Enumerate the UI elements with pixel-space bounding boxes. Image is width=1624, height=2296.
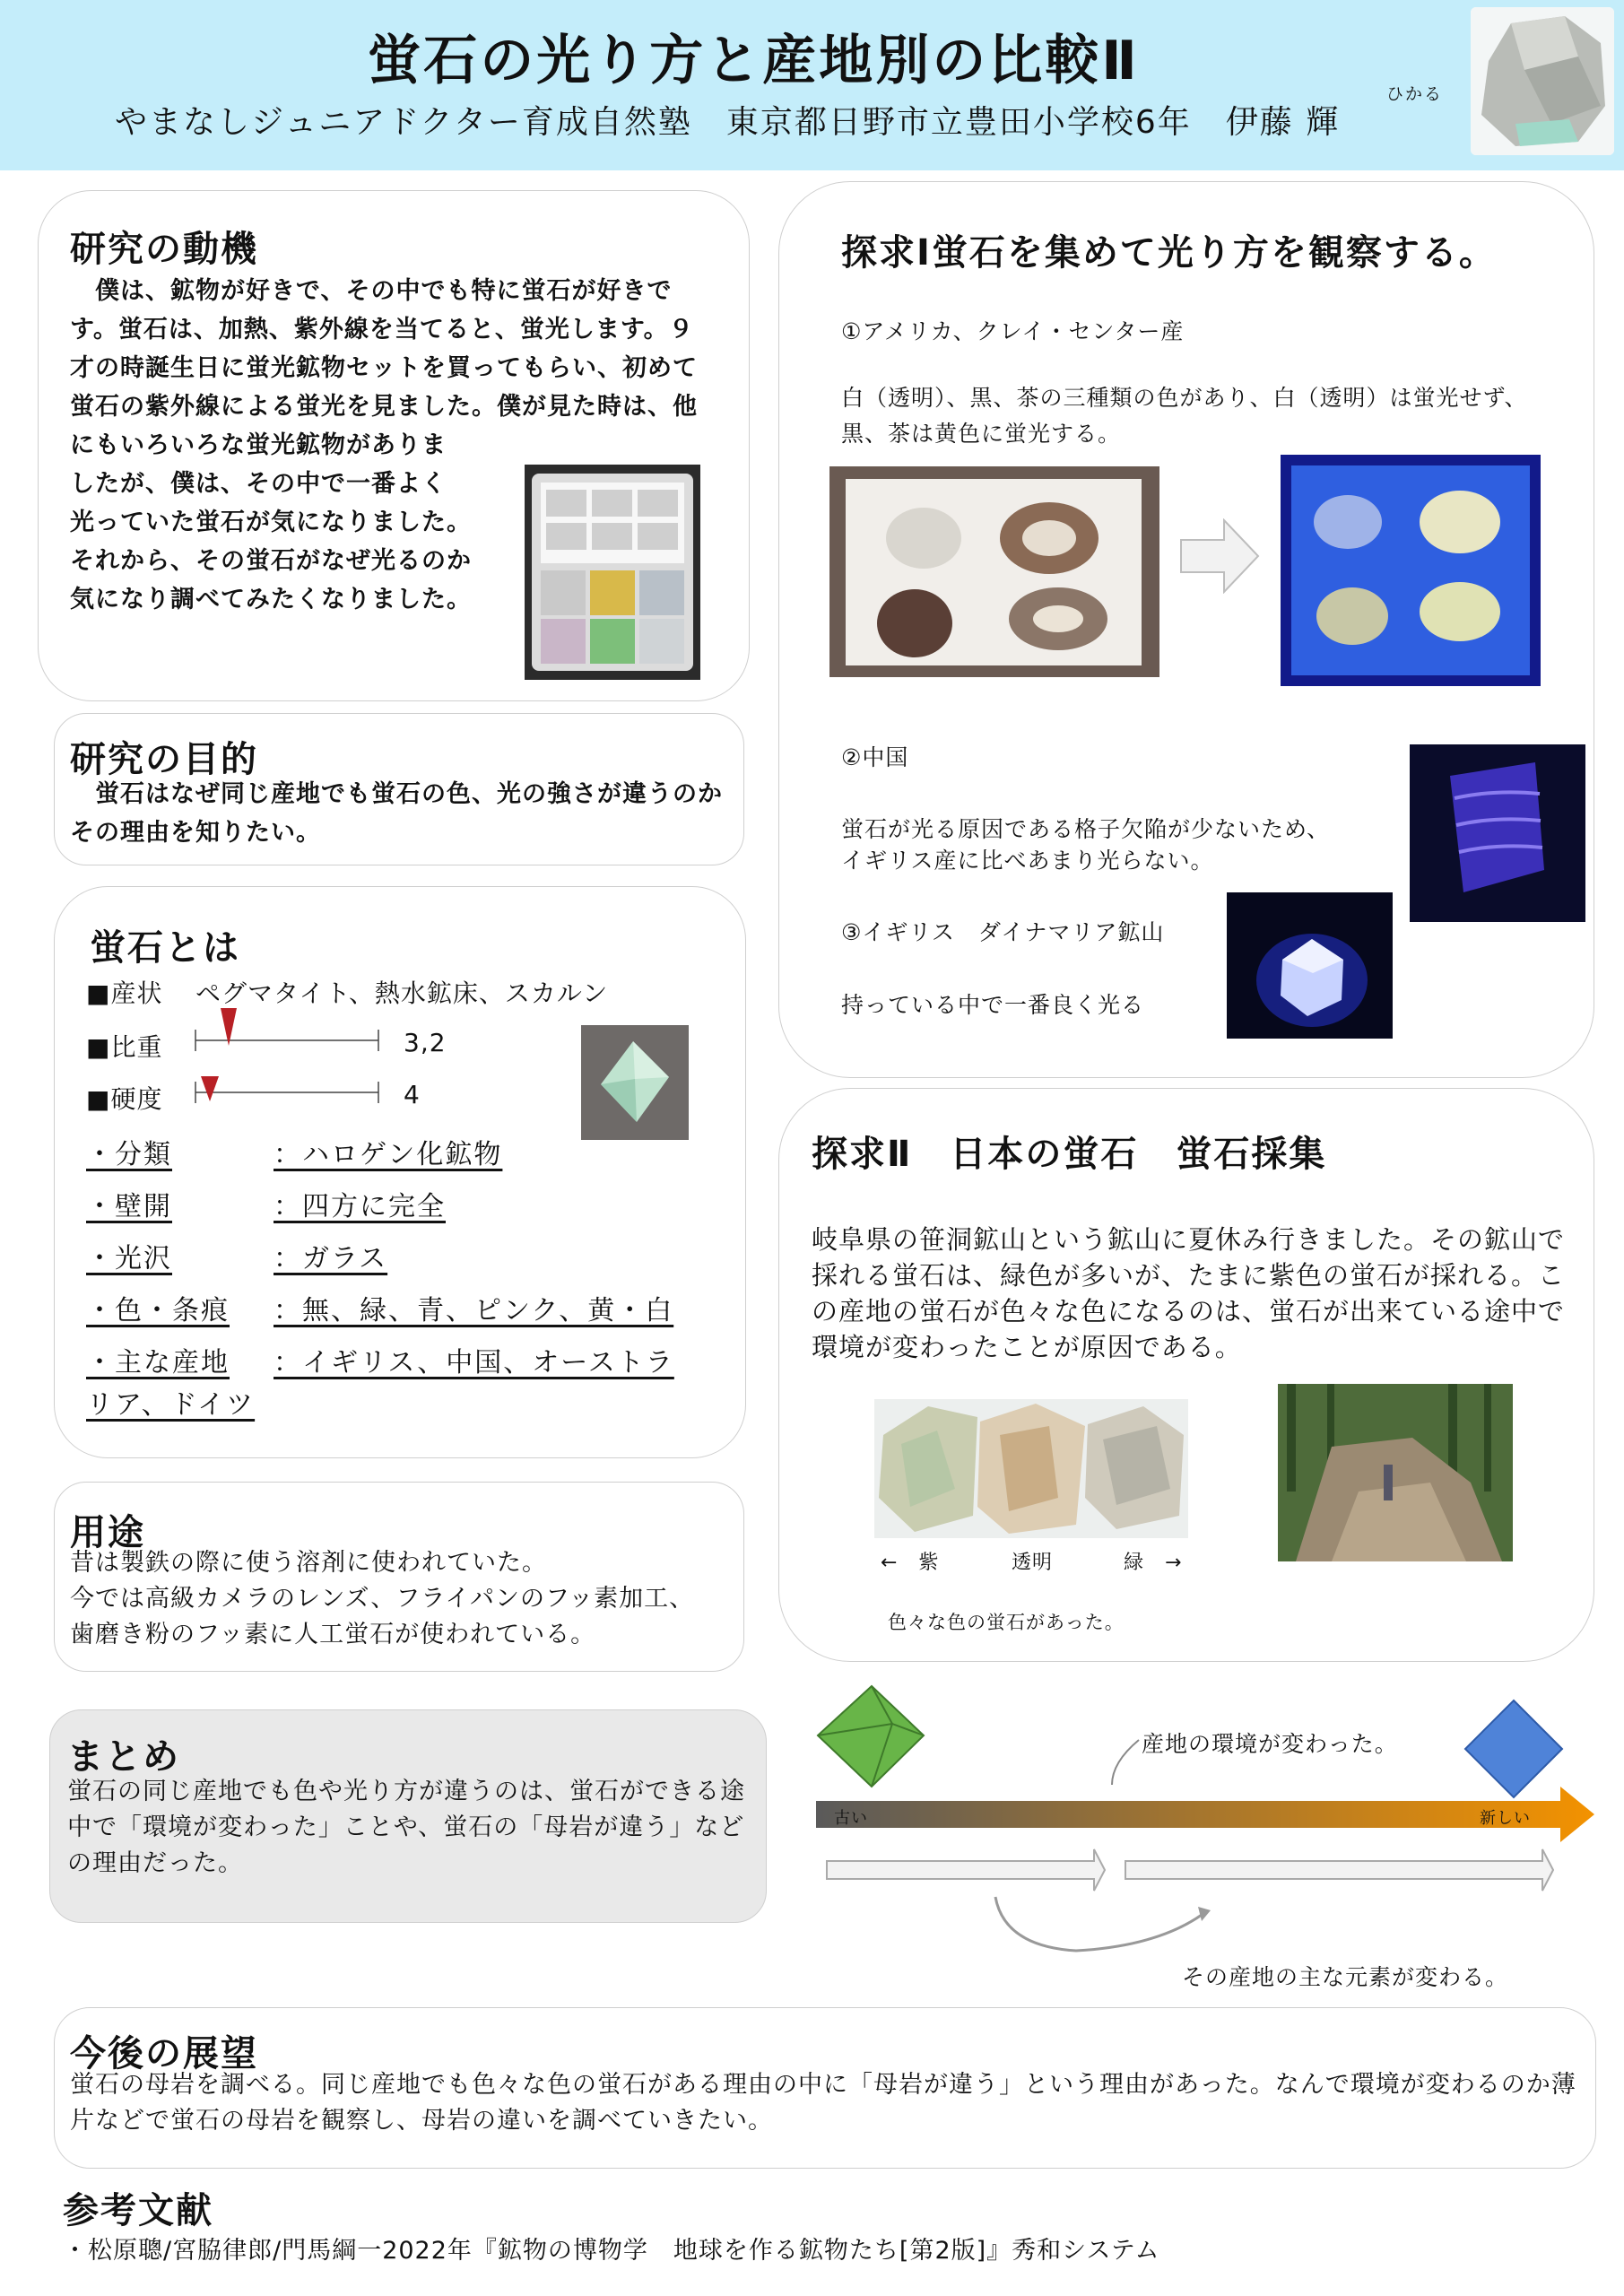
about-row-value: ：無、緑、青、ピンク、黄・白: [274, 1295, 674, 1326]
uk-body: 持っている中で一番良く光る: [841, 992, 1145, 1018]
scale-bars: [188, 1004, 395, 1103]
label-green: 緑 →: [1124, 1552, 1183, 1574]
hardness-value: 4: [404, 1080, 421, 1109]
reference-item: ・松原聰/宮脇律郎/門馬綱一2022年『鉱物の博物学 地球を作る鉱物たち[第2版]』秀和システム: [63, 2237, 1160, 2265]
curved-arrow: [995, 1897, 1202, 1951]
japanese-fluorite-colors-photo: [874, 1399, 1188, 1538]
poster-title: 蛍石の光り方と産地別の比較Ⅱ: [367, 30, 1140, 92]
label-purple: ← 紫: [881, 1552, 940, 1574]
summary-heading: まとめ: [67, 1736, 180, 1778]
outlook-body: 蛍石の母岩を調べる。同じ産地でも色々な色の蛍石がある理由の中に「母岩が違う」という理由があった。なんで環境が変わるのか薄片などで蛍石の母岩を観察し、母岩の違いを調べていきたい。: [70, 2071, 1576, 2135]
purpose-heading: 研究の目的: [70, 739, 258, 780]
china-body-line: イギリス産に比べあまり光らない。: [841, 848, 1214, 874]
motive-body-line: したが、僕は、その中で一番よく: [70, 470, 447, 498]
outlook-heading: 今後の展望: [70, 2033, 258, 2074]
gravity-value: 3,2: [404, 1028, 447, 1057]
inquiry1-heading: 探求Ⅰ蛍石を集めて光り方を観察する。: [841, 232, 1497, 274]
hardness-marker: [201, 1076, 219, 1101]
about-row-label: ・光沢: [86, 1243, 172, 1274]
about-row-label: ・分類: [86, 1139, 172, 1170]
about-row-label: ・壁開: [86, 1191, 172, 1222]
label-clear: 透明: [1012, 1552, 1054, 1574]
about-row-value: ：イギリス、中国、オーストラ: [274, 1347, 674, 1378]
motive-body-line: 気になり調べてみたくなりました。: [70, 586, 472, 613]
purpose-body: 蛍石はなぜ同じ産地でも蛍石の色、光の強さが違うのかその理由を知りたい。: [70, 780, 723, 847]
name-ruby: ひかる: [1386, 84, 1444, 104]
fluorescent-mineral-kit-photo: [525, 465, 700, 680]
china-body-line: 蛍石が光る原因である格子欠陥が少ないため、: [841, 816, 1331, 842]
poster-affiliation: やまなしジュニアドクター育成自然塾 東京都日野市立豊田小学校6年 伊藤 輝: [115, 104, 1341, 141]
timeline-new-label: 新しい: [1480, 1809, 1531, 1828]
blue-cube-icon: [1465, 1700, 1562, 1797]
usa-fluorite-uv-photo: [1281, 455, 1541, 686]
references-heading: 参考文献: [63, 2190, 213, 2231]
before-arrow: [827, 1849, 1105, 1891]
use-line: 今では高級カメラのレンズ、フライパンのフッ素加工、: [70, 1585, 695, 1613]
usa-fluorite-daylight-photo: [829, 466, 1159, 677]
right-arrow-icon: [1179, 518, 1260, 594]
about-origin-continued: リア、ドイツ: [86, 1389, 256, 1421]
element-change-label: その産地の主な元素が変わる。: [1182, 1964, 1509, 1990]
china-title: ②中国: [841, 744, 909, 770]
occurrence-label: ■産状: [86, 978, 163, 1008]
about-row-label: ・色・条痕: [86, 1295, 230, 1326]
uk-fluorite-uv-photo: [1227, 892, 1393, 1039]
gravity-label: ■比重: [86, 1032, 163, 1062]
timeline-arrow: [816, 1787, 1594, 1842]
inquiry2-body: 岐阜県の笹洞鉱山という鉱山に夏休み行きました。その鉱山で採れる蛍石は、緑色が多いが、たまに紫色の蛍石が採れる。この産地の蛍石が色々な色になるのは、蛍石が出来ている途中で環境が変わったことが原因である。: [812, 1224, 1566, 1362]
use-line: 昔は製鉄の際に使う溶剤に使われていた。: [70, 1549, 547, 1577]
mine-site-photo: [1278, 1384, 1513, 1561]
fluorite-octahedron-photo: [581, 1025, 689, 1140]
about-row-value: ：ガラス: [274, 1243, 388, 1274]
header-fluorite-photo: [1471, 7, 1614, 155]
motive-body-line: それから、その蛍石がなぜ光るのか: [70, 547, 472, 575]
usa-body: 白（透明）、黒、茶の三種類の色があり、白（透明）は蛍光せず、黒、茶は黄色に蛍光する。: [841, 385, 1528, 447]
china-fluorite-uv-photo: [1410, 744, 1585, 922]
motive-body-line: 光っていた蛍石が気になりました。: [70, 509, 472, 536]
about-row-value: ：四方に完全: [274, 1191, 446, 1222]
use-heading: 用途: [70, 1512, 145, 1553]
use-line: 歯磨き粉のフッ素に人工蛍石が使われている。: [70, 1621, 596, 1648]
motive-body: 僕は、鉱物が好きで、その中でも特に蛍石が好きです。蛍石は、加熱、紫外線を当てると、蛍光します。９才の時誕生日に蛍光鉱物セットを買ってもらい、初めて蛍石の紫外線による蛍光を見ました。僕が見た時は、他にもいろいろな蛍光鉱物がありま: [70, 277, 698, 459]
inquiry2-heading: 探求Ⅱ 日本の蛍石 蛍石採集: [812, 1134, 1327, 1175]
timeline-old-label: 古い: [834, 1809, 868, 1828]
about-heading: 蛍石とは: [90, 927, 240, 969]
motive-heading: 研究の動機: [70, 229, 258, 270]
summary-body: 蛍石の同じ産地でも色や光り方が違うのは、蛍石ができる途中で「環境が変わった」ことや、蛍石の「母岩が違う」などの理由だった。: [67, 1778, 745, 1877]
after-arrow: [1125, 1849, 1553, 1891]
about-row-label: ・主な産地: [86, 1347, 230, 1378]
fluorite-colors-caption: 色々な色の蛍石があった。: [888, 1612, 1125, 1633]
about-row-value: ：ハロゲン化鉱物: [274, 1139, 503, 1170]
usa-title: ①アメリカ、クレイ・センター産: [841, 318, 1185, 344]
occurrence-value: ペグマタイト、熱水鉱床、スカルン: [195, 978, 609, 1008]
green-octahedron-icon: [818, 1686, 924, 1787]
hardness-label: ■硬度: [86, 1084, 163, 1114]
env-changed-label: 産地の環境が変わった。: [1142, 1731, 1398, 1757]
callout-line: [1112, 1740, 1139, 1785]
uk-title: ③イギリス ダイナマリア鉱山: [841, 919, 1165, 945]
